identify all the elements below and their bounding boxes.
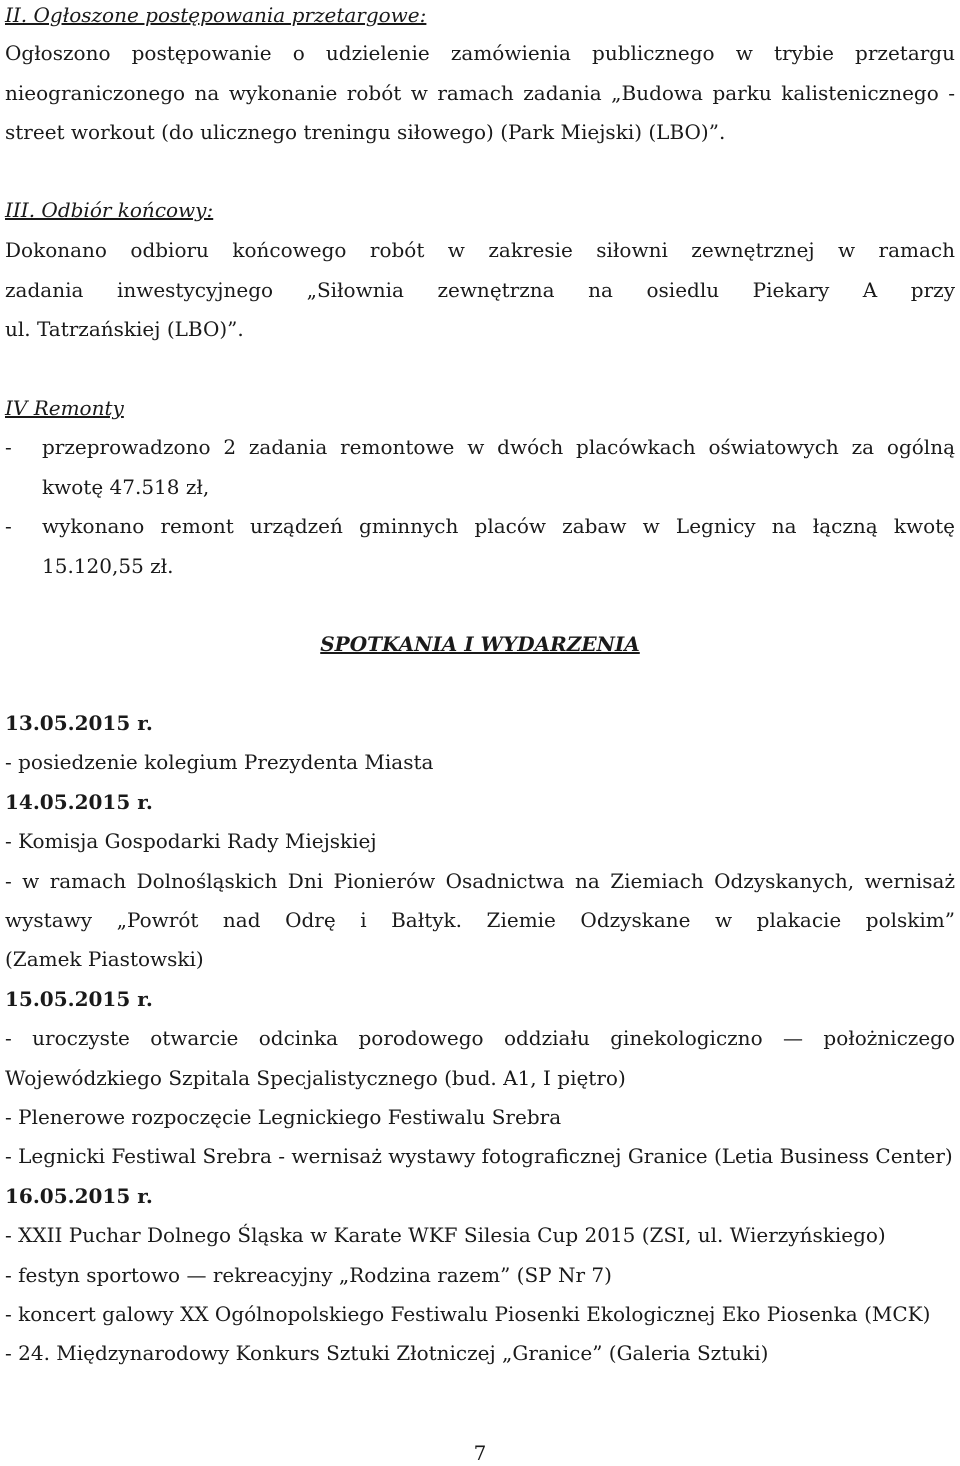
paragraph-line: Dokonano odbioru końcowego robót w zakresie siłowni zewnętrznej w ramach <box>5 238 955 262</box>
event-item: - Legnicki Festiwal Srebra - wernisaż wystawy fotograficznej Granice (Letia Business Center) <box>5 1144 953 1168</box>
paragraph-line: zadania inwestycyjnego „Siłownia zewnętrzna na osiedlu Piekary A przy <box>5 278 955 302</box>
event-item: - posiedzenie kolegium Prezydenta Miasta <box>5 750 434 774</box>
list-bullet: - <box>5 435 12 459</box>
section-heading-final-acceptance: III. Odbiór końcowy: <box>5 198 214 222</box>
event-item: - 24. Międzynarodowy Konkurs Sztuki Złotniczej „Granice” (Galeria Sztuki) <box>5 1341 769 1365</box>
event-date: 14.05.2015 r. <box>5 790 153 814</box>
event-item: (Zamek Piastowski) <box>5 947 204 971</box>
section-heading-tenders: II. Ogłoszone postępowania przetargowe: <box>5 3 427 27</box>
event-date: 13.05.2015 r. <box>5 711 153 735</box>
section-heading-repairs: IV Remonty <box>5 396 124 420</box>
paragraph-line: nieograniczonego na wykonanie robót w ramach zadania „Budowa parku kalistenicznego - <box>5 81 955 105</box>
page-number: 7 <box>473 1441 487 1465</box>
event-item: - w ramach Dolnośląskich Dni Pionierów Osadnictwa na Ziemiach Odzyskanych, wernisaż <box>5 869 955 893</box>
paragraph-line: ul. Tatrzańskiej (LBO)”. <box>5 317 244 341</box>
paragraph-line: Ogłoszono postępowanie o udzielenie zamówienia publicznego w trybie przetargu <box>5 41 955 65</box>
event-date: 16.05.2015 r. <box>5 1184 153 1208</box>
paragraph-line: street workout (do ulicznego treningu siłowego) (Park Miejski) (LBO)”. <box>5 120 726 144</box>
event-date: 15.05.2015 r. <box>5 987 153 1011</box>
list-item-line: 15.120,55 zł. <box>42 554 174 578</box>
event-item: Wojewódzkiego Szpitala Specjalistycznego (bud. A1, I piętro) <box>5 1066 626 1090</box>
list-bullet: - <box>5 514 12 538</box>
event-item: - koncert galowy XX Ogólnopolskiego Festiwalu Piosenki Ekologicznej Eko Piosenka (MCK) <box>5 1302 931 1326</box>
section-heading-events: SPOTKANIA I WYDARZENIA <box>320 632 640 656</box>
event-item: - uroczyste otwarcie odcinka porodowego oddziału ginekologiczno — położniczego <box>5 1026 955 1050</box>
list-item-line: wykonano remont urządzeń gminnych placów zabaw w Legnicy na łączną kwotę <box>42 514 955 538</box>
event-item: - XXII Puchar Dolnego Śląska w Karate WKF Silesia Cup 2015 (ZSI, ul. Wierzyńskiego) <box>5 1223 886 1247</box>
event-item: - festyn sportowo — rekreacyjny „Rodzina razem” (SP Nr 7) <box>5 1263 612 1287</box>
list-item-line: przeprowadzono 2 zadania remontowe w dwóch placówkach oświatowych za ogólną <box>42 435 955 459</box>
event-item: wystawy „Powrót nad Odrę i Bałtyk. Ziemie Odzyskane w plakacie polskim” <box>5 908 955 932</box>
event-item: - Komisja Gospodarki Rady Miejskiej <box>5 829 377 853</box>
list-item-line: kwotę 47.518 zł, <box>42 475 210 499</box>
event-item: - Plenerowe rozpoczęcie Legnickiego Festiwalu Srebra <box>5 1105 562 1129</box>
